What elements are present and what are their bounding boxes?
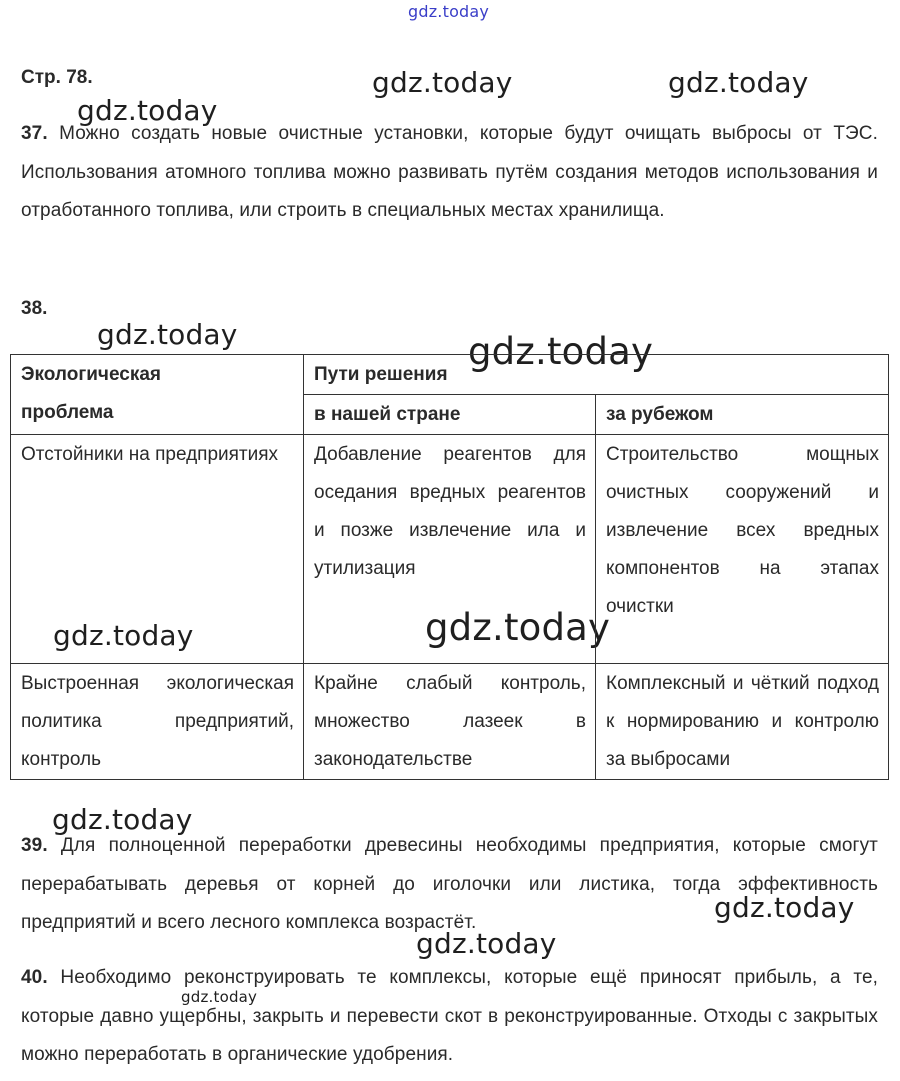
watermark-top: gdz.today bbox=[408, 2, 490, 21]
header-abroad: за рубежом bbox=[596, 395, 889, 435]
table-row bbox=[11, 435, 889, 664]
header-solutions: Пути решения bbox=[304, 355, 889, 395]
header-problem: Экологическая проблема bbox=[11, 355, 304, 435]
watermark: gdz.today bbox=[77, 94, 218, 127]
watermark: gdz.today bbox=[714, 891, 855, 924]
cell-problem: Выстроенная экологическая политика предприятий, контроль bbox=[11, 664, 304, 780]
task-text: Для полноценной переработки древесины необходимы предприятия, которые смогут перерабатывать деревья от корней до иголочки или листика, тогда эффективность предприятий и всего лесного комплекса возрастёт. bbox=[21, 835, 878, 933]
ecology-table bbox=[10, 354, 889, 780]
task-number: 37. bbox=[21, 123, 48, 144]
watermark: gdz.today bbox=[468, 330, 654, 373]
watermark: gdz.today bbox=[53, 619, 194, 652]
watermark: gdz.today bbox=[416, 927, 557, 960]
cell-abroad: Строительство мощных очистных сооружений и извлечение всех вредных компонентов на этапах очистки bbox=[596, 435, 889, 664]
task-text: Необходимо реконструировать те комплексы, которые ещё приносят прибыль, а те, которые давно ущербны, закрыть и перевести скот в реконструированные. Отходы с закрытых можно переработать в органические удобрения. bbox=[21, 967, 878, 1065]
watermark: gdz.today bbox=[97, 318, 238, 351]
watermark: gdz.today bbox=[425, 606, 611, 649]
header-domestic: в нашей стране bbox=[304, 395, 596, 435]
page-heading: Стр. 78. bbox=[21, 67, 93, 88]
task-37 bbox=[21, 115, 878, 231]
watermark: gdz.today bbox=[52, 803, 193, 836]
cell-domestic: Добавление реагентов для оседания вредных реагентов и позже извлечение ила и утилизация bbox=[304, 435, 596, 664]
task-number: 39. bbox=[21, 835, 48, 856]
task-38-number: 38. bbox=[21, 298, 48, 319]
cell-problem: Отстойники на предприятиях bbox=[11, 435, 304, 664]
task-text: Можно создать новые очистные установки, которые будут очищать выбросы от ТЭС. Использования атомного топлива можно развивать путём создания методов использования и отработанного топлива, или строить в специальных местах хранилища. bbox=[21, 123, 878, 221]
watermark: gdz.today bbox=[372, 66, 513, 99]
cell-abroad: Комплексный и чёткий подход к нормированию и контролю за выбросами bbox=[596, 664, 889, 780]
task-number: 40. bbox=[21, 967, 48, 988]
watermark: gdz.today bbox=[668, 66, 809, 99]
task-39 bbox=[21, 827, 878, 943]
table-row bbox=[11, 664, 889, 780]
task-40 bbox=[21, 959, 878, 1075]
watermark: gdz.today bbox=[181, 988, 258, 1006]
cell-domestic: Крайне слабый контроль, множество лазеек в законодательстве bbox=[304, 664, 596, 780]
